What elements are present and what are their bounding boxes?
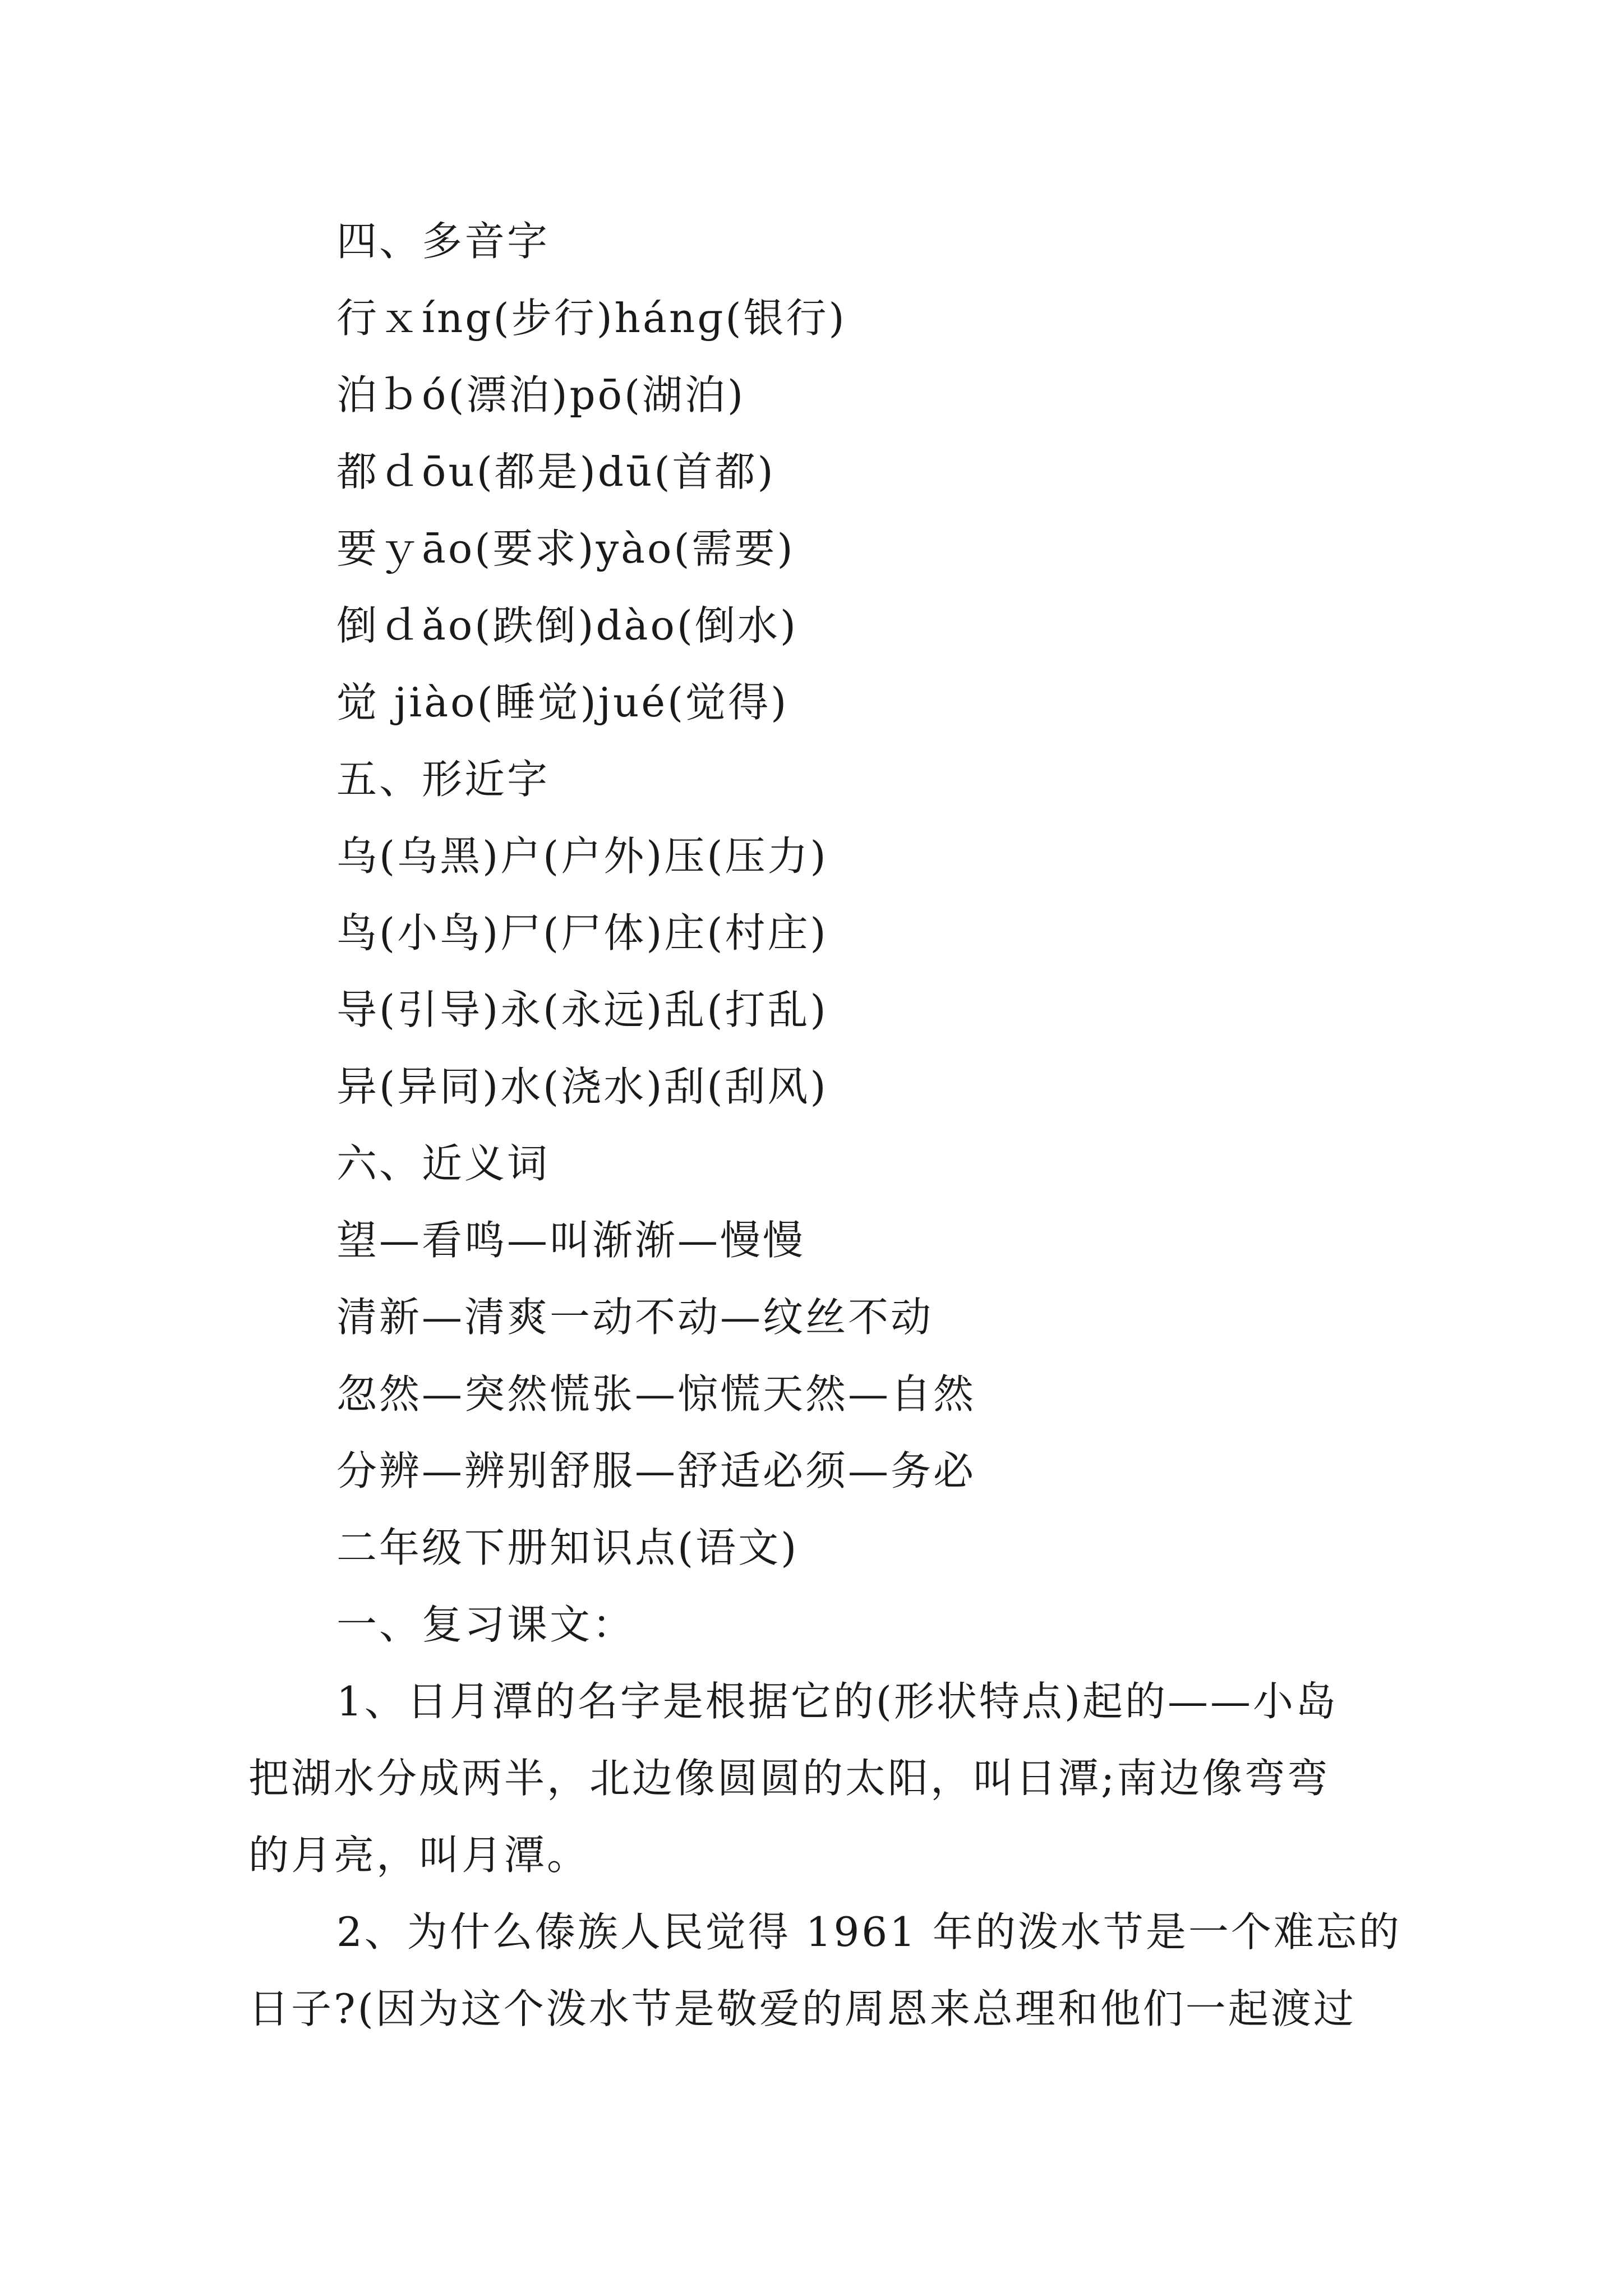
synonym-item: 望—看鸣—叫渐渐—慢慢	[336, 1217, 806, 1264]
grade-title: 二年级下册知识点(语文)	[336, 1524, 799, 1571]
paragraph-1-line: 把湖水分成两半，北边像圆圆的太阳，叫日潭;南边像弯弯	[248, 1755, 1330, 1802]
polyphone-item: 都ｄōu(都是)dū(首都)	[336, 448, 776, 495]
section-heading-review: 一、复习课文：	[336, 1601, 635, 1648]
polyphone-item: 行ｘíng(步行)hánɡ(银行)	[336, 295, 847, 342]
similar-char-item: 异(异同)水(浇水)刮(刮风)	[336, 1063, 828, 1110]
paragraph-1-line: 的月亮，叫月潭。	[248, 1832, 590, 1879]
similar-char-item: 乌(乌黑)户(户外)压(压力)	[336, 832, 828, 880]
section-heading-synonyms: 六、近义词	[336, 1140, 550, 1187]
polyphone-item: 泊ｂó(漂泊)pō(湖泊)	[336, 371, 746, 418]
paragraph-2-line: 2、为什么傣族人民觉得 1961 年的泼水节是一个难忘的	[336, 1908, 1401, 1955]
polyphone-item: 觉 jiào(睡觉)jué(觉得)	[336, 679, 789, 726]
section-heading-similar-chars: 五、形近字	[336, 756, 550, 803]
polyphone-item: 倒ｄǎo(跌倒)dào(倒水)	[336, 602, 798, 649]
synonym-item: 清新—清爽一动不动—纹丝不动	[336, 1294, 934, 1341]
synonym-item: 忽然—突然慌张—惊慌天然—自然	[336, 1370, 976, 1418]
synonym-item: 分辨—辨别舒服—舒适必须—务必	[336, 1447, 976, 1494]
section-heading-polyphones: 四、多音字	[336, 218, 550, 265]
similar-char-item: 导(引导)永(永远)乱(打乱)	[336, 986, 828, 1033]
similar-char-item: 鸟(小鸟)尸(尸体)庄(村庄)	[336, 909, 828, 956]
polyphone-item: 要ｙāo(要求)yào(需要)	[336, 525, 795, 572]
paragraph-2-line: 日子?(因为这个泼水节是敬爱的周恩来总理和他们一起渡过	[248, 1985, 1356, 2032]
paragraph-1-line: 1、日月潭的名字是根据它的(形状特点)起的——小岛	[336, 1678, 1338, 1725]
